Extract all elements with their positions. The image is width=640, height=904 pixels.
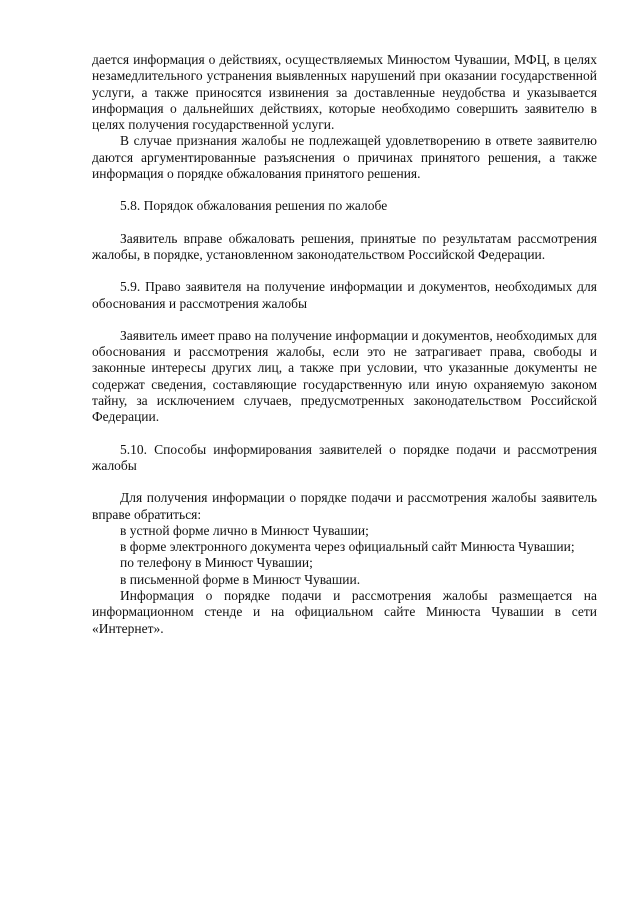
paragraph-contact-intro: Для получения информации о порядке подачи и рассмотрения жалобы заявитель вправе обратиться: xyxy=(92,490,597,522)
paragraph-publication: Информация о порядке подачи и рассмотрения жалобы размещается на информационном стенде и на официальном сайте Минюста Чувашии в сети «Интернет». xyxy=(92,588,597,636)
list-item: в письменной форме в Минюст Чувашии. xyxy=(120,571,361,587)
paragraph-information-right: Заявитель имеет право на получение информации и документов, необходимых для обоснования и рассмотрения жалобы, если это не затрагивает права, свободы и законные интересы других лиц, а также при условии, что указанные документы не содержат сведения, составляющие государственную или иную охраняемую законом тайну, за исключением случаев, предусмотренных законодательством Российской Федерации. xyxy=(92,327,597,425)
list-item: по телефону в Минюст Чувашии; xyxy=(120,555,313,571)
list-item: в устной форме лично в Минюст Чувашии; xyxy=(120,522,369,538)
paragraph-refusal: В случае признания жалобы не подлежащей удовлетворению в ответе заявителю даются аргументированные разъяснения о причинах принятого решения, а также информация о порядке обжалования принятого решения. xyxy=(92,133,597,182)
section-heading-5-8: 5.8. Порядок обжалования решения по жалобе xyxy=(120,198,388,214)
paragraph-appeal-right: Заявитель вправе обжаловать решения, принятые по результатам рассмотрения жалобы, в порядке, установленном законодательством Российской Федерации. xyxy=(92,230,597,262)
document-page xyxy=(92,52,597,637)
paragraph-continuation: дается информация о действиях, осуществляемых Минюстом Чувашии, МФЦ, в целях незамедлительного устранения выявленных нарушений при оказании государственной услуги, а также приносятся извинения за доставленные неудобства и указывается информация о дальнейших действиях, которые необходимо совершить заявителю в целях получения государственной услуги. xyxy=(92,52,597,133)
section-heading-5-10: 5.10. Способы информирования заявителей о порядке подачи и рассмотрения жалобы xyxy=(92,441,597,473)
list-item: в форме электронного документа через официальный сайт Минюста Чувашии; xyxy=(120,539,575,555)
section-heading-5-9: 5.9. Право заявителя на получение информации и документов, необходимых для обоснования и рассмотрения жалобы xyxy=(92,279,597,311)
